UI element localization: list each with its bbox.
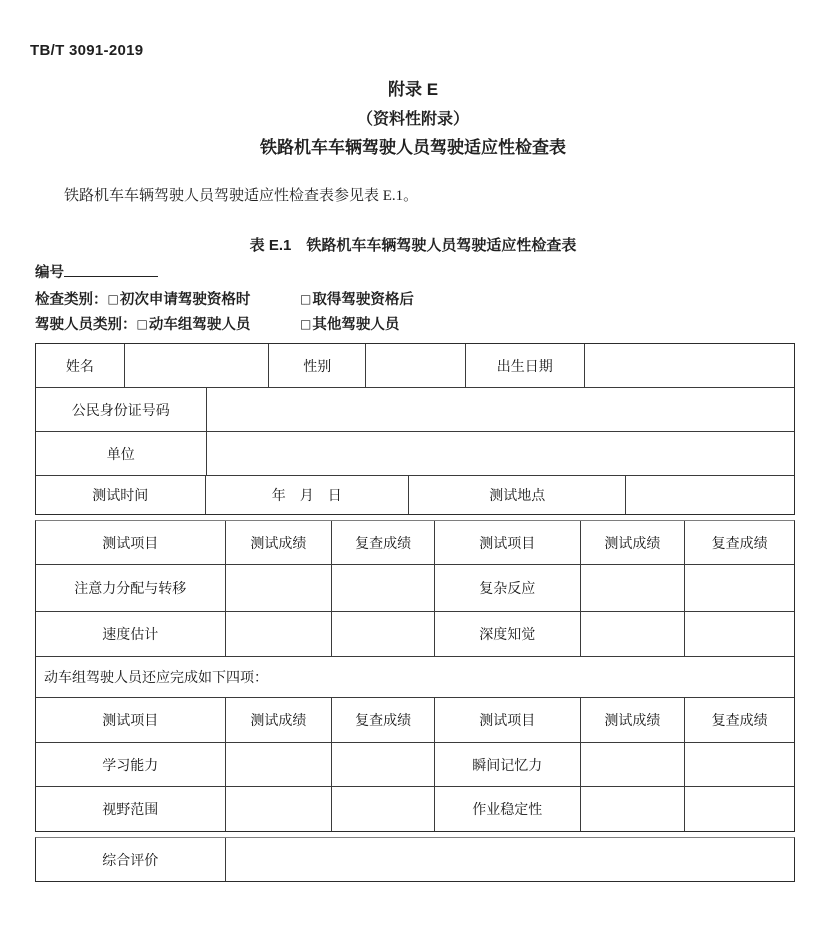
doc-code: TB/T 3091-2019 <box>30 42 144 59</box>
driver-type-option-emu-label: 动车组驾驶人员 <box>148 317 251 333</box>
table-caption: 表 E.1 铁路机车车辆驾驶人员驾驶适应性检查表 <box>249 237 577 254</box>
serial-blank-line <box>64 261 158 277</box>
gender-value-cell <box>365 344 465 387</box>
check-type-option-initial-label: 初次申请驾驶资格时 <box>119 292 251 308</box>
emu-note-cell: 动车组驾驶人员还应完成如下四项： <box>44 671 268 686</box>
checkbox-icon: □ <box>107 292 119 306</box>
serial-number-field <box>35 261 158 282</box>
score-cell <box>225 612 332 656</box>
appendix-titles <box>0 80 826 158</box>
driver-type-label: 驾驶人员类别： <box>35 317 137 333</box>
recheck-cell <box>684 743 794 786</box>
test-time-value-cell: 年 月 日 <box>205 476 408 514</box>
birth-date-label-cell: 出生日期 <box>465 344 584 387</box>
table-row <box>36 611 794 656</box>
test-score-header-cell: 测试成绩 <box>580 698 685 742</box>
item-label-cell: 瞬间记忆力 <box>434 743 580 786</box>
gender-label-cell: 性别 <box>268 344 365 387</box>
driver-type-option-emu <box>137 317 251 333</box>
check-type-line <box>35 291 796 310</box>
recheck-score-header-cell: 复查成绩 <box>331 521 434 564</box>
test-item-header-cell: 测试项目 <box>434 521 580 564</box>
item-label-cell: 视野范围 <box>102 803 159 818</box>
item-label-cell: 作业稳定性 <box>434 787 580 831</box>
score-cell <box>580 743 685 786</box>
unit-label-cell: 单位 <box>106 447 135 463</box>
score-cell <box>225 565 332 611</box>
intro-paragraph: 铁路机车车辆驾驶人员驾驶适应性检查表参见表 E.1。 <box>64 188 419 204</box>
citizen-id-label-cell: 公民身份证号码 <box>71 403 170 419</box>
item-label-cell: 速度估计 <box>102 628 159 643</box>
recheck-cell <box>684 612 794 656</box>
recheck-cell <box>331 743 434 786</box>
check-type-option-after-label: 取得驾驶资格后 <box>312 292 414 308</box>
check-type-option-after <box>300 291 414 310</box>
summary-label-cell: 综合评价 <box>102 853 159 869</box>
score-cell <box>580 787 685 831</box>
checkbox-icon: □ <box>300 317 312 331</box>
table-row <box>36 838 794 881</box>
recheck-cell <box>684 787 794 831</box>
checkbox-icon: □ <box>136 317 148 331</box>
test-items-table <box>35 520 795 832</box>
test-item-header-cell: 测试项目 <box>102 714 159 729</box>
test-time-label-cell: 测试时间 <box>92 489 149 504</box>
summary-table <box>35 837 795 882</box>
item-label-cell: 注意力分配与转移 <box>74 582 187 597</box>
recheck-cell <box>684 565 794 611</box>
recheck-cell <box>331 565 434 611</box>
table-row <box>36 387 794 431</box>
check-type-label: 检查类别： <box>35 292 108 308</box>
score-cell <box>225 787 332 831</box>
emu-note-row <box>36 656 794 697</box>
score-cell <box>225 743 332 786</box>
grid-header-row <box>36 697 794 742</box>
serial-label: 编号 <box>35 265 64 281</box>
test-item-header-cell: 测试项目 <box>434 698 580 742</box>
score-cell <box>580 612 685 656</box>
recheck-score-header-cell: 复查成绩 <box>684 698 794 742</box>
check-type-option-initial <box>108 292 251 308</box>
unit-value-cell <box>206 432 794 475</box>
test-place-value-cell <box>625 476 794 514</box>
table-row <box>36 742 794 786</box>
driver-type-line <box>35 316 796 335</box>
citizen-id-value-cell <box>206 388 794 431</box>
personal-info-table <box>35 343 795 515</box>
summary-value-cell <box>225 838 795 881</box>
name-label-cell: 姓名 <box>65 359 94 375</box>
appendix-type: （资料性附录） <box>356 111 469 128</box>
driver-type-option-other <box>300 316 399 335</box>
item-label-cell: 学习能力 <box>102 758 159 774</box>
inspection-form-table <box>35 343 795 882</box>
test-score-header-cell: 测试成绩 <box>225 521 332 564</box>
item-label-cell: 深度知觉 <box>434 612 580 656</box>
score-cell <box>580 565 685 611</box>
test-score-header-cell: 测试成绩 <box>225 698 332 742</box>
recheck-score-header-cell: 复查成绩 <box>684 521 794 564</box>
table-row <box>36 786 794 831</box>
item-label-cell: 复杂反应 <box>434 565 580 611</box>
appendix-title: 附录 E <box>387 80 439 99</box>
recheck-cell <box>331 612 434 656</box>
test-item-header-cell: 测试项目 <box>102 536 159 552</box>
appendix-heading: 铁路机车车辆驾驶人员驾驶适应性检查表 <box>260 138 566 157</box>
table-row <box>36 431 794 475</box>
grid-header-row <box>36 521 794 564</box>
table-row <box>36 475 794 514</box>
recheck-score-header-cell: 复查成绩 <box>331 698 434 742</box>
driver-type-option-other-label: 其他驾驶人员 <box>312 317 400 333</box>
checkbox-icon: □ <box>300 292 312 306</box>
test-place-label-cell: 测试地点 <box>408 476 625 514</box>
table-row <box>36 344 794 387</box>
table-row <box>36 564 794 611</box>
recheck-cell <box>331 787 434 831</box>
name-value-cell <box>124 344 269 387</box>
test-score-header-cell: 测试成绩 <box>580 521 685 564</box>
birth-date-value-cell <box>584 344 794 387</box>
